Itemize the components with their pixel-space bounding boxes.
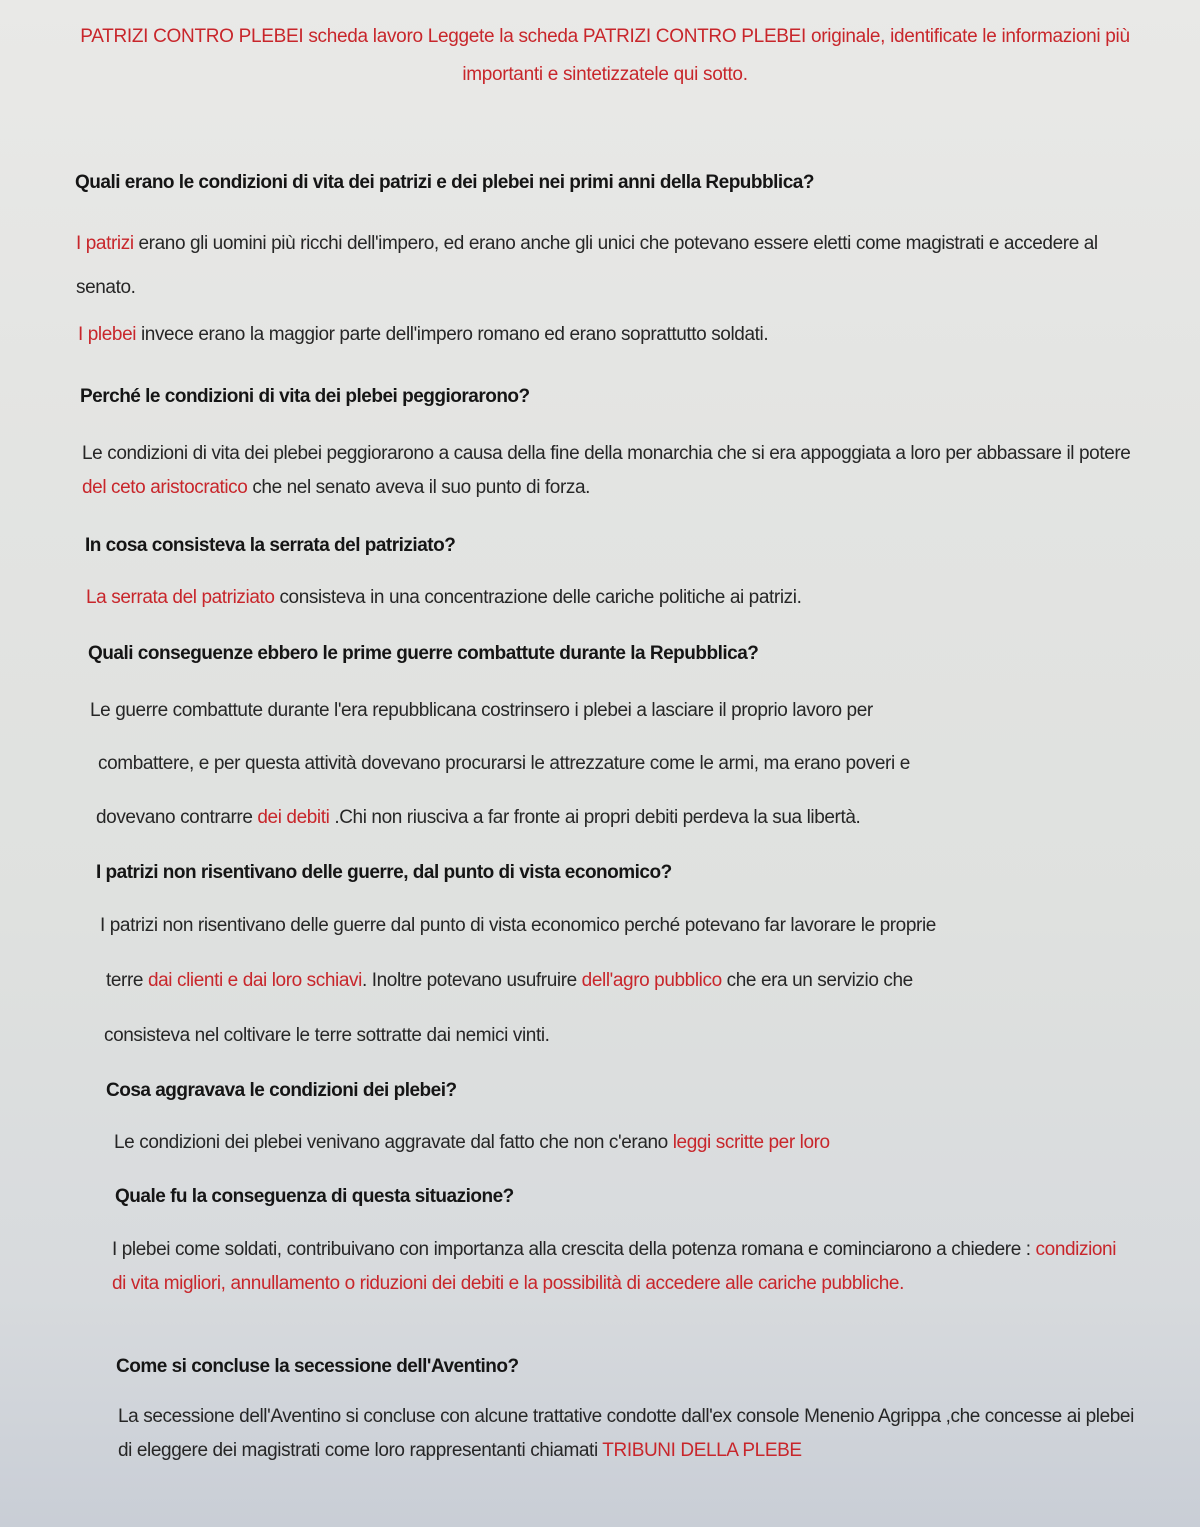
answer-6 xyxy=(114,1132,1154,1154)
answer-5-line-2-c: che era un servizio che xyxy=(721,970,913,991)
worksheet-header: PATRIZI CONTRO PLEBEI scheda lavoro Leggete la scheda PATRIZI CONTRO PLEBEI originale, identificate le informazioni più importanti e sintetizzatele qui sotto. xyxy=(80,26,1130,85)
answer-5-line-3: consisteva nel coltivare le terre sottratte dai nemici vinti. xyxy=(104,1025,550,1046)
question-6: Cosa aggravava le condizioni dei plebei? xyxy=(106,1080,457,1101)
term-agro-pubblico: dell'agro pubblico xyxy=(581,970,722,991)
answer-1-plebei-text: invece erano la maggior parte dell'impero romano ed erano soprattutto soldati. xyxy=(136,324,769,345)
term-leggi-scritte: leggi scritte per loro xyxy=(672,1132,830,1153)
question-4: Quali conseguenze ebbero le prime guerre combattute durante la Repubblica? xyxy=(88,643,759,664)
answer-8-text: La secessione dell'Aventino si concluse con alcune trattative condotte dall'ex console Menenio Agrippa ,che concesse ai plebei di eleggere dei magistrati come loro rappresentanti chiamati xyxy=(118,1406,1134,1461)
answer-2 xyxy=(82,437,1144,505)
answer-2-text-a: Le condizioni di vita dei plebei peggiorarono a causa della fine della monarchia che si era appoggiata a loro per abbassare il potere xyxy=(82,443,1131,464)
term-ceto-aristocratico: del ceto aristocratico xyxy=(82,477,248,498)
answer-1-plebei xyxy=(78,324,1148,346)
term-serrata-patriziato: La serrata del patriziato xyxy=(86,587,275,608)
answer-4-line-3-b: .Chi non riusciva a far fronte ai propri debiti perdeva la sua libertà. xyxy=(329,807,861,828)
answer-4-line-1: Le guerre combattute durante l'era repubblicana costrinsero i plebei a lasciare il proprio lavoro per xyxy=(90,700,873,721)
term-debiti: dei debiti xyxy=(257,807,330,828)
term-patrizi: I patrizi xyxy=(76,233,134,254)
answer-7-text: I plebei come soldati, contribuivano con importanza alla crescita della potenza romana e cominciarono a chiedere : xyxy=(112,1239,1036,1260)
answer-5-line-2-a: terre xyxy=(106,970,148,991)
question-5: I patrizi non risentivano delle guerre, dal punto di vista economico? xyxy=(96,862,672,883)
question-1: Quali erano le condizioni di vita dei patrizi e dei plebei nei primi anni della Repubblica? xyxy=(75,172,814,193)
answer-4-line-3-a: dovevano contrarre xyxy=(96,807,258,828)
answer-1-patrizi-text: erano gli uomini più ricchi dell'impero, ed erano anche gli unici che potevano essere eletti come magistrati e accedere al senato. xyxy=(76,233,1098,298)
answer-5-line-2 xyxy=(106,970,1156,992)
answer-7 xyxy=(112,1233,1134,1301)
answer-4-line-3 xyxy=(96,807,1156,829)
question-3: In cosa consisteva la serrata del patriziato? xyxy=(85,535,456,556)
answer-5-line-2-b: . Inoltre potevano usufruire xyxy=(361,970,582,991)
term-tribuni-plebe: TRIBUNI DELLA PLEBE xyxy=(602,1440,802,1461)
answer-4-line-2: combattere, e per questa attività dovevano procurarsi le attrezzature come le armi, ma erano poveri e xyxy=(98,753,910,774)
answer-8 xyxy=(118,1400,1134,1468)
answer-3 xyxy=(86,587,1146,609)
term-plebei: I plebei xyxy=(78,324,137,345)
answer-3-text: consisteva in una concentrazione delle cariche politiche ai patrizi. xyxy=(274,587,802,608)
answer-2-text-b: che nel senato aveva il suo punto di forza. xyxy=(247,477,591,498)
answer-5-line-1: I patrizi non risentivano delle guerre dal punto di vista economico perché potevano far lavorare le proprie xyxy=(100,915,936,936)
answer-6-text: Le condizioni dei plebei venivano aggravate dal fatto che non c'erano xyxy=(114,1132,673,1153)
question-8: Come si concluse la secessione dell'Aventino? xyxy=(116,1356,519,1377)
question-2: Perché le condizioni di vita dei plebei peggiorarono? xyxy=(80,386,530,407)
term-clienti-schiavi: dai clienti e dai loro schiavi xyxy=(147,970,362,991)
term-richieste-plebei: condizioni di vita migliori, annullamento o riduzioni dei debiti e la possibilità di accedere alle cariche pubbliche. xyxy=(112,1239,1117,1294)
answer-1-patrizi xyxy=(76,222,1146,310)
question-7: Quale fu la conseguenza di questa situazione? xyxy=(115,1186,514,1207)
